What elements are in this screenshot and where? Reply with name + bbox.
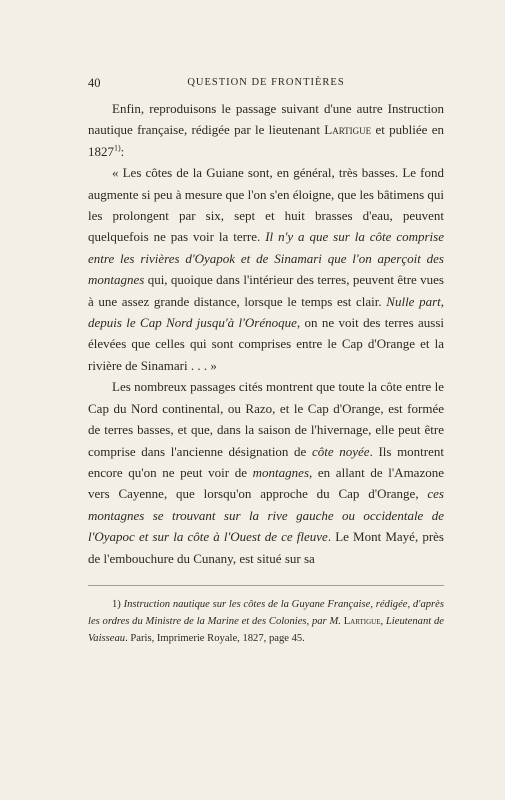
text-segment: : bbox=[120, 143, 125, 159]
paragraph-discussion bbox=[88, 376, 444, 569]
running-head bbox=[88, 75, 444, 91]
page-number: 40 bbox=[88, 76, 101, 90]
text-segment: et publiée en 1827 bbox=[88, 122, 444, 159]
body-text bbox=[88, 98, 444, 569]
footnote-author: Lartigue bbox=[343, 616, 381, 627]
text-segment: . Le Mont Mayé, près de l'embouchure du Cunany, est situé sur sa bbox=[88, 529, 444, 566]
text-segment: Les nombreux passages cités montrent que toute la côte entre le Cap du Nord continental, ou Razo, et le Cap d'Orange, est formée de terres basses, et que, dans la saison de l'hivernage, elle peut être comprise dans l'ancienne désignation de bbox=[88, 379, 444, 459]
emphasis-text: montagnes bbox=[252, 464, 310, 480]
emphasis-text: Nulle part, depuis le Cap Nord jusqu'à l'Orénoque, bbox=[88, 293, 444, 331]
paragraph-quotation bbox=[88, 162, 444, 376]
emphasis-text: ces montagnes se trouvant sur la rive gauche ou occidentale de l'Oyapoc et sur la côte à l'Ouest de ce fleuve bbox=[88, 486, 444, 545]
text-segment: , en allant de l'Amazone vers Cayenne, que lorsqu'on approche du Cap d'Orange, bbox=[88, 464, 444, 502]
text-segment: Enfin, reproduisons le passage suivant d'une autre Instruction nautique française, rédigée par le lieutenant bbox=[88, 101, 444, 138]
footnote-reference[interactable]: 1) bbox=[114, 143, 121, 153]
text-segment: . Ils montrent encore qu'on ne peut voir de bbox=[88, 443, 444, 480]
emphasis-text: côte noyée bbox=[311, 443, 370, 459]
text-segment: « Les côtes de la Guiane sont, en général, très basses. Le fond augmente si peu à mesure que l'on s'en éloigne, que les bâtimens qui les prolongent par six, sept et huit brasses d'eau, peuvent quelquefois ne pas voir la terre. bbox=[88, 165, 444, 245]
running-title: QUESTION DE FRONTIÈRES bbox=[187, 77, 345, 88]
author-name: Lartigue bbox=[324, 122, 372, 138]
text-segment: on ne voit des terres aussi élevées que celles qui sont comprises entre le Cap d'Orange et la rivière de Sinamari . . . » bbox=[88, 315, 444, 373]
paragraph-intro bbox=[88, 98, 444, 162]
footnote-separator bbox=[88, 585, 444, 586]
footnote-imprint: . Paris, Imprimerie Royale, 1827, page 45. bbox=[125, 633, 305, 644]
footnote-text bbox=[88, 596, 444, 647]
footnote-rank: , Lieutenant de Vaisseau bbox=[88, 616, 444, 644]
emphasis-text: Il n'y a que sur la côte comprise entre les rivières d'Oyapok et de Sinamari que l'on aperçoit des montagnes bbox=[88, 229, 444, 288]
text-segment: qui, quoique dans l'intérieur des terres, peuvent être vues à une assez grande distance, lorsque le temps est clair. bbox=[88, 272, 444, 309]
footnote-title: Instruction nautique sur les côtes de la Guyane Française, rédigée, d'après les ordres du Ministre de la Marine et des Colonies, par M. bbox=[88, 599, 444, 627]
footnote bbox=[88, 596, 444, 647]
footnote-marker: 1) bbox=[112, 599, 121, 610]
